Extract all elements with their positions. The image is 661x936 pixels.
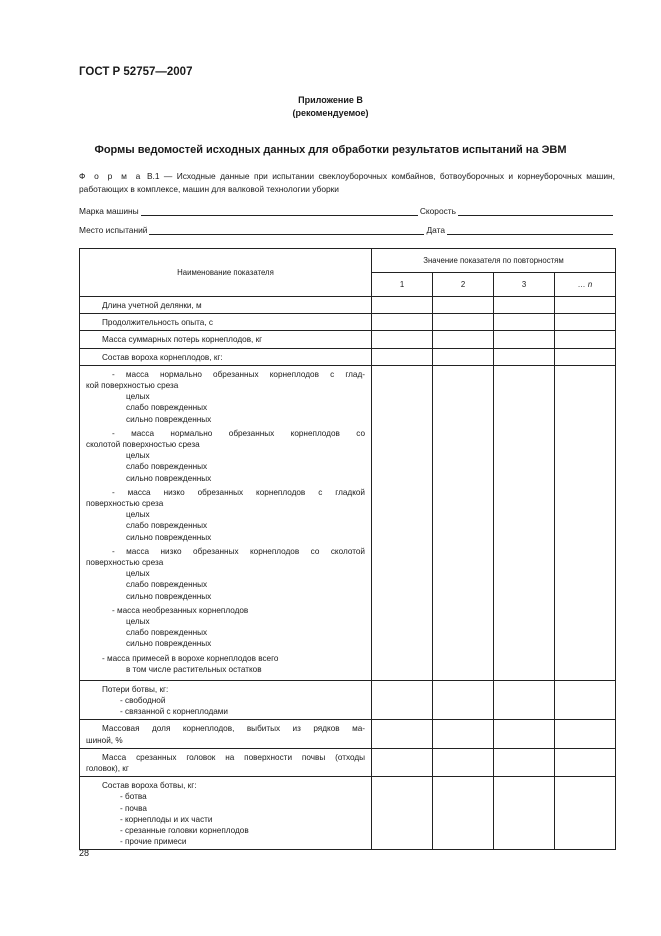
row-label: Длина учетной делянки, м bbox=[80, 297, 372, 314]
form-description-line2: работающих в комплексе, машин для валковой технологии уборки bbox=[79, 183, 339, 194]
page-number: 28 bbox=[79, 848, 90, 858]
value-cell[interactable] bbox=[494, 297, 555, 314]
list-item: слабо поврежденных bbox=[126, 462, 208, 472]
value-cell[interactable] bbox=[555, 297, 616, 314]
value-cell[interactable] bbox=[372, 297, 433, 314]
list-item: - связанной с корнеплодами bbox=[120, 707, 228, 717]
row-title-cont: шиной, % bbox=[86, 735, 123, 745]
machine-field[interactable] bbox=[141, 206, 418, 216]
column-header-1: 1 bbox=[372, 273, 433, 297]
list-item: - корнеплоды и их части bbox=[120, 814, 213, 824]
value-cell[interactable] bbox=[555, 348, 616, 365]
list-item: в том числе растительных остатков bbox=[126, 664, 262, 674]
row-title: Потери ботвы, кг: bbox=[102, 684, 169, 694]
row-label bbox=[80, 748, 372, 776]
row-label: Состав вороха корнеплодов, кг: bbox=[80, 348, 372, 365]
column-header-3: 3 bbox=[494, 273, 555, 297]
value-cell[interactable] bbox=[372, 331, 433, 348]
list-item: - почва bbox=[120, 803, 147, 813]
list-item: сильно поврежденных bbox=[126, 473, 212, 483]
list-item: поверхностью среза bbox=[86, 499, 164, 509]
value-cell[interactable] bbox=[372, 348, 433, 365]
list-item: - ботва bbox=[120, 792, 147, 802]
list-item: - масса необрезанных корнеплодов bbox=[112, 605, 249, 615]
date-label: Дата bbox=[426, 225, 445, 235]
value-cell[interactable] bbox=[555, 680, 616, 720]
list-item: целых bbox=[126, 510, 150, 520]
table-row bbox=[80, 297, 616, 314]
value-cell[interactable] bbox=[494, 748, 555, 776]
machine-speed-line bbox=[79, 206, 615, 216]
list-item: целых bbox=[126, 617, 150, 627]
table-row bbox=[80, 748, 616, 776]
list-item: сильно поврежденных bbox=[126, 414, 212, 424]
list-item: сильно поврежденных bbox=[126, 591, 212, 601]
value-cell[interactable] bbox=[433, 777, 494, 850]
value-cell[interactable] bbox=[433, 720, 494, 748]
list-item: слабо поврежденных bbox=[126, 580, 208, 590]
value-cell[interactable] bbox=[555, 365, 616, 680]
value-cell[interactable] bbox=[433, 348, 494, 365]
list-item: сильно поврежденных bbox=[126, 532, 212, 542]
place-date-line bbox=[79, 225, 615, 235]
value-cell[interactable] bbox=[494, 331, 555, 348]
value-cell[interactable] bbox=[494, 680, 555, 720]
value-cell[interactable] bbox=[433, 297, 494, 314]
list-item: целых bbox=[126, 569, 150, 579]
value-cell[interactable] bbox=[433, 314, 494, 331]
data-table bbox=[79, 248, 616, 850]
standard-header: ГОСТ Р 52757—2007 bbox=[79, 66, 193, 78]
value-cell[interactable] bbox=[372, 777, 433, 850]
form-label: Ф о р м а bbox=[79, 171, 143, 181]
row-title: Состав вороха ботвы, кг: bbox=[102, 781, 197, 791]
list-item: кой поверхностью среза bbox=[86, 381, 179, 391]
value-cell[interactable] bbox=[494, 314, 555, 331]
place-label: Место испытаний bbox=[79, 225, 148, 235]
list-item: слабо поврежденных bbox=[126, 403, 208, 413]
value-cell[interactable] bbox=[433, 680, 494, 720]
column-header-n: … n bbox=[555, 273, 616, 297]
table-row bbox=[80, 777, 616, 850]
place-field[interactable] bbox=[149, 225, 424, 235]
machine-label: Марка машины bbox=[79, 206, 139, 216]
root-composition-details bbox=[80, 365, 372, 680]
value-cell[interactable] bbox=[494, 720, 555, 748]
speed-label: Скорость bbox=[419, 206, 456, 216]
value-cell[interactable] bbox=[433, 331, 494, 348]
value-cell[interactable] bbox=[372, 680, 433, 720]
value-cell[interactable] bbox=[372, 365, 433, 680]
list-item: - масса примесей в ворохе корнеплодов всего bbox=[102, 653, 279, 663]
value-cell[interactable] bbox=[555, 777, 616, 850]
value-cell[interactable] bbox=[372, 720, 433, 748]
list-item: слабо поврежденных bbox=[126, 628, 208, 638]
value-cell[interactable] bbox=[372, 748, 433, 776]
list-item: - прочие примеси bbox=[120, 837, 187, 847]
list-item: - масса низко обрезанных корнеплодов со сколотой bbox=[112, 546, 365, 556]
date-field[interactable] bbox=[447, 225, 613, 235]
list-item: сильно поврежденных bbox=[126, 639, 212, 649]
value-cell[interactable] bbox=[555, 720, 616, 748]
row-title-cont: головок), кг bbox=[86, 764, 129, 774]
table-row bbox=[80, 331, 616, 348]
table-row bbox=[80, 348, 616, 365]
list-item: - срезанные головки корнеплодов bbox=[120, 826, 249, 836]
list-item: - масса низко обрезанных корнеплодов с гладкой bbox=[112, 487, 365, 497]
header-name-cell: Наименование показателя bbox=[80, 249, 372, 297]
value-cell[interactable] bbox=[433, 365, 494, 680]
value-cell[interactable] bbox=[433, 748, 494, 776]
row-label bbox=[80, 777, 372, 850]
value-cell[interactable] bbox=[555, 314, 616, 331]
list-item: - свободной bbox=[120, 696, 166, 706]
row-label: Масса суммарных потерь корнеплодов, кг bbox=[80, 331, 372, 348]
appendix-title: Приложение В bbox=[298, 95, 363, 105]
table-row bbox=[80, 314, 616, 331]
row-label: Продолжительность опыта, с bbox=[80, 314, 372, 331]
value-cell[interactable] bbox=[372, 314, 433, 331]
form-description-line1: В.1 — Исходные данные при испытании свеклоуборочных комбайнов, ботвоуборочных и корнеуборочных машин, bbox=[146, 171, 615, 181]
column-header-2: 2 bbox=[433, 273, 494, 297]
speed-field[interactable] bbox=[458, 206, 613, 216]
list-item: целых bbox=[126, 451, 150, 461]
value-cell[interactable] bbox=[555, 331, 616, 348]
value-cell[interactable] bbox=[494, 365, 555, 680]
form-description bbox=[79, 170, 615, 195]
value-cell[interactable] bbox=[555, 748, 616, 776]
list-item: сколотой поверхностью среза bbox=[86, 440, 200, 450]
section-title: Формы ведомостей исходных данных для обработки результатов испытаний на ЭВМ bbox=[94, 144, 567, 156]
row-title: Массовая доля корнеплодов, выбитых из рядков ма- bbox=[102, 724, 365, 734]
list-item: - масса нормально обрезанных корнеплодов со bbox=[112, 428, 365, 438]
row-label bbox=[80, 680, 372, 720]
appendix-subtitle: (рекомендуемое) bbox=[292, 108, 369, 118]
list-item: целых bbox=[126, 392, 150, 402]
list-item: слабо поврежденных bbox=[126, 521, 208, 531]
table-row bbox=[80, 680, 616, 720]
list-item: поверхностью среза bbox=[86, 558, 164, 568]
table-row bbox=[80, 720, 616, 748]
value-cell[interactable] bbox=[494, 777, 555, 850]
header-values-cell: Значение показателя по повторностям bbox=[372, 249, 616, 273]
row-title: Масса срезанных головок на поверхности почвы (отходы bbox=[102, 752, 365, 762]
list-item: - масса нормально обрезанных корнеплодов с глад- bbox=[112, 369, 365, 379]
table-row bbox=[80, 365, 616, 680]
value-cell[interactable] bbox=[494, 348, 555, 365]
row-label bbox=[80, 720, 372, 748]
